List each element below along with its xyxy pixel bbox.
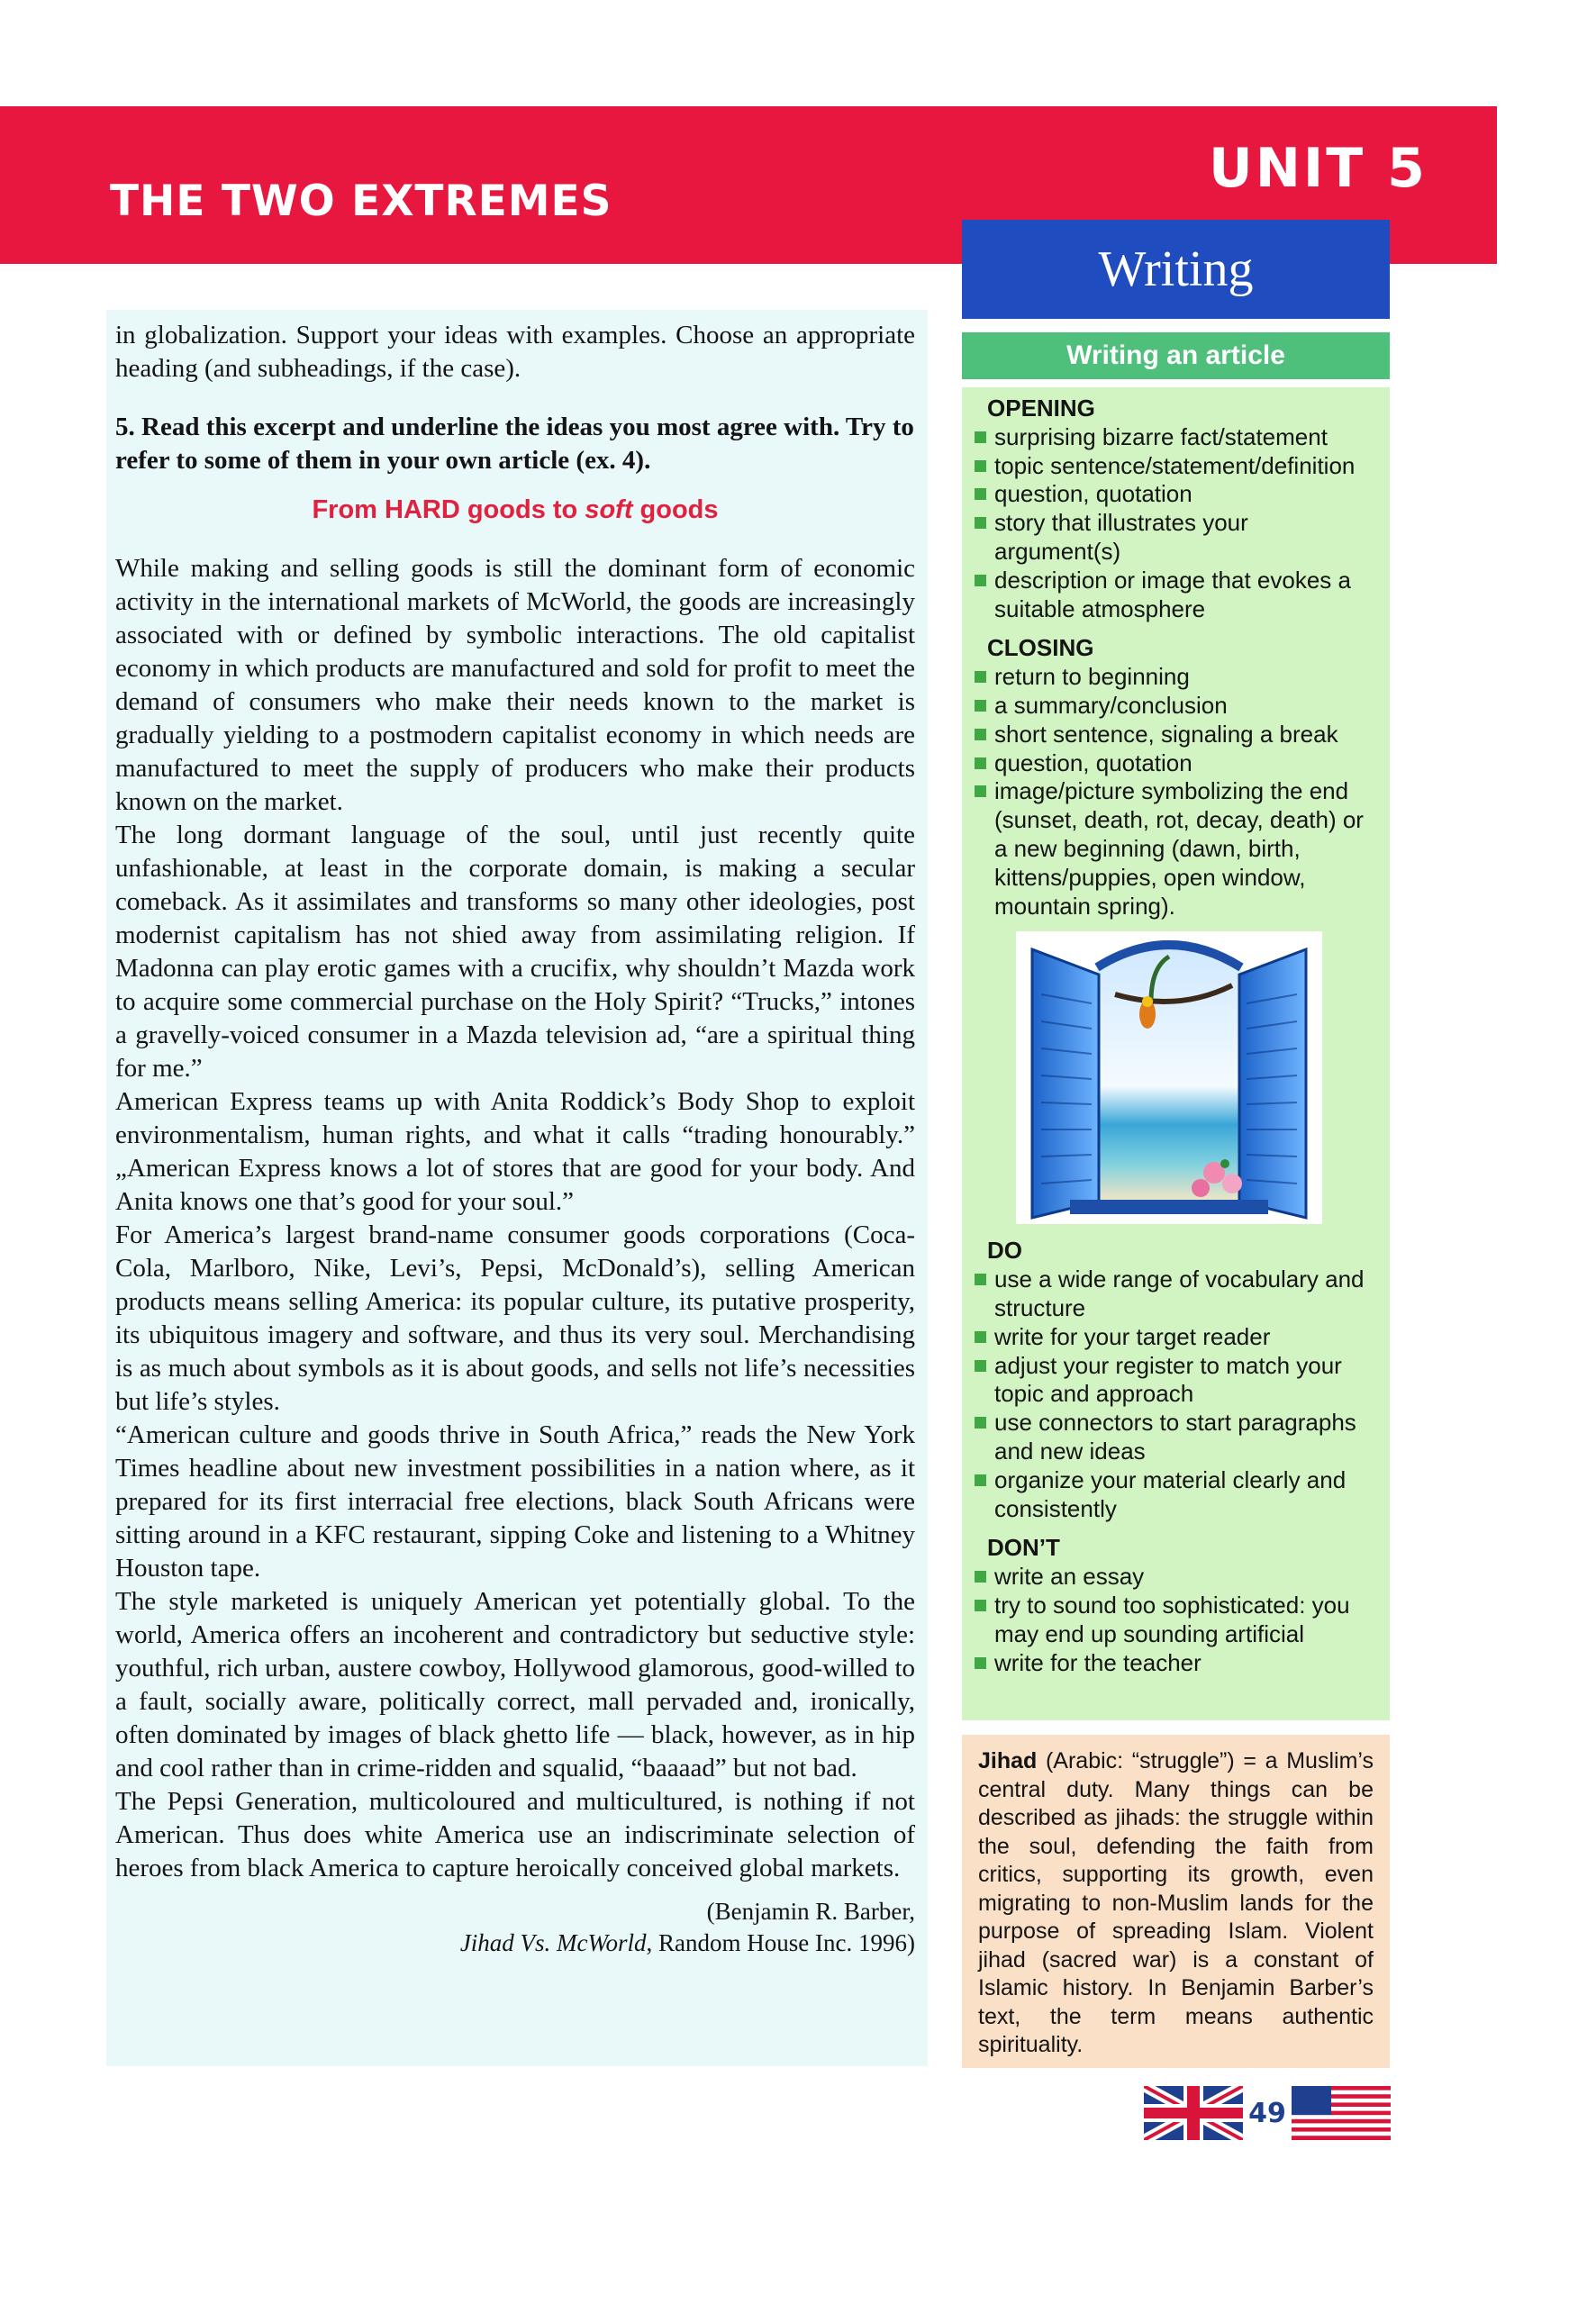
bullet-icon (975, 1657, 986, 1669)
excerpt-paragraph: American Express teams up with Anita Roddick’s Body Shop to exploit environmentalism, human rights, and what it calls “trading honourably.” „American Express knows a lot of stores that are good for your body. And Anita knows one that’s good for your soul.” (115, 1087, 915, 1216)
unit-label: UNIT 5 (1209, 137, 1428, 200)
section-title: Writing (1098, 241, 1254, 297)
bullet-icon (975, 785, 986, 797)
section-box (962, 220, 1390, 319)
main-text-panel (106, 310, 928, 2066)
excerpt-paragraph: While making and selling goods is still the dominant form of economic activity in the international markets of McWorld, the goods are increasingly associated with or defined by symbolic interactions. The old capitalist economy in which products are manufactured and sold for profit to meet the demand of consumers who make their needs known to the market is gradually yielding to a postmodern capitalist economy in which needs are manufactured to meet the supply of producers who make their products known on the market. (115, 554, 915, 816)
list-item: return to beginning (973, 663, 1379, 692)
exercise-instruction: 5. Read this excerpt and underline the ideas you most agree with. Try to refer to some of them in your own article (ex. 4). (115, 413, 914, 475)
page-number: 49 (1248, 2097, 1286, 2129)
bullet-icon (975, 1474, 986, 1486)
closing-list (973, 663, 1379, 921)
bullet-icon (975, 1571, 986, 1583)
source-citation: (Benjamin R. Barber, Jihad Vs. McWorld, Random House Inc. 1996) (459, 1898, 915, 1956)
bullet-icon (975, 757, 986, 769)
dont-heading: DON’T (987, 1534, 1060, 1562)
do-list (973, 1265, 1379, 1523)
bullet-icon (975, 460, 986, 472)
excerpt-title: From HARD goods to soft goods (312, 495, 719, 524)
page-footer (1144, 2086, 1391, 2140)
list-item: story that illustrates your argument(s) (973, 509, 1379, 567)
closing-heading: CLOSING (987, 634, 1094, 662)
glossary-text: Jihad (Arabic: “struggle”) = a Muslim’s central duty. Many things can be described as jihads: the struggle within the soul, defending the faith from critics, supporting its growth, even migrating to non-Muslim lands for the purpose of spreading Islam. Violent jihad (sacred war) is a constant of Islamic history. In Benjamin Barber’s text, the term means authentic spirituality. (978, 1748, 1374, 2057)
excerpt-paragraph: For America’s largest brand-name consumer goods corporations (Coca-Cola, Marlboro, Nike, Levi’s, Pepsi, McDonald’s), selling American products means selling America: its popular culture, its putative prosperity, its ubiquitous imagery and software, and thus its very soul. Merchandising is as much about symbols as it is about goods, and sells not life’s necessities but life’s styles. (115, 1220, 915, 1416)
list-item: use connectors to start paragraphs and new ideas (973, 1409, 1379, 1466)
us-flag-icon (1292, 2086, 1391, 2140)
list-item: a summary/conclusion (973, 692, 1379, 721)
excerpt-paragraph: The Pepsi Generation, multicoloured and multicultured, is nothing if not American. Thus does white America use an indiscriminate selection of heroes from black America to capture heroically conceived global markets. (115, 1787, 915, 1882)
list-item: use a wide range of vocabulary and structure (973, 1265, 1379, 1323)
bullet-icon (975, 729, 986, 740)
page-title: THE TWO EXTREMES (110, 177, 612, 226)
bullet-icon (975, 1417, 986, 1429)
bullet-icon (975, 1274, 986, 1285)
list-item: write an essay (973, 1563, 1379, 1592)
excerpt-paragraph: The long dormant language of the soul, until just recently quite unfashionable, at least in the corporate domain, is making a secular comeback. As it assimilates and transforms so many other ideologies, post modernist capitalism has not shied away from assimilating religion. If Madonna can play erotic games with a crucifix, why shouldn’t Mazda work to acquire some commercial purchase on the Holy Spirit? “Trucks,” intones a gravelly-voiced consumer in a Mazda television ad, “are a spiritual thing for me.” (115, 821, 915, 1083)
bullet-icon (975, 1331, 986, 1343)
list-item: organize your material clearly and consistently (973, 1466, 1379, 1524)
do-heading: DO (987, 1237, 1022, 1265)
opening-heading: OPENING (987, 395, 1095, 422)
main-text (115, 319, 915, 1959)
dont-list (973, 1563, 1379, 1677)
opening-list (973, 423, 1379, 624)
list-item: question, quotation (973, 480, 1379, 509)
list-item: try to sound too sophisticated: you may end up sounding artificial (973, 1592, 1379, 1649)
bullet-icon (975, 575, 986, 586)
bullet-icon (975, 488, 986, 500)
list-item: adjust your register to match your topic and approach (973, 1352, 1379, 1410)
glossary-note (962, 1735, 1390, 2068)
excerpt-paragraph: The style marketed is uniquely American yet potentially global. To the world, America offers an incoherent and contradictory but seductive style: youthful, rich urban, austere cowboy, Hollywood glamorous, good-willed to a fault, socially aware, politically correct, mall pervaded and, ironically, often dominated by images of black ghetto life — black, however, as in hip and cool rather than in crime-ridden and squalid, “baaaad” but not bad. (115, 1587, 915, 1782)
list-item: image/picture symbolizing the end (sunset, death, rot, decay, death) or a new beginning (dawn, birth, kittens/puppies, open window, mountain spring). (973, 777, 1379, 921)
list-item: topic sentence/statement/definition (973, 452, 1379, 481)
list-item: write for your target reader (973, 1323, 1379, 1352)
bullet-icon (975, 431, 986, 443)
bullet-icon (975, 671, 986, 683)
bullet-icon (975, 1600, 986, 1611)
list-item: description or image that evokes a suitable atmosphere (973, 567, 1379, 624)
list-item: surprising bizarre fact/statement (973, 423, 1379, 452)
bullet-icon (975, 700, 986, 712)
bullet-icon (975, 1360, 986, 1372)
intro-paragraph: in globalization. Support your ideas with examples. Choose an appropriate heading (and subheadings, if the case). (115, 321, 915, 383)
uk-flag-icon (1144, 2086, 1243, 2140)
list-item: question, quotation (973, 749, 1379, 778)
list-item: short sentence, signaling a break (973, 721, 1379, 749)
open-window-image (1016, 931, 1322, 1224)
excerpt-paragraph: “American culture and goods thrive in South Africa,” reads the New York Times headline about new investment possibilities in a nation where, as it prepared for its first interracial free elections, black South Africans were sitting around in a KFC restaurant, sipping Coke and listening to a Whitney Houston tape. (115, 1420, 915, 1583)
list-item: write for the teacher (973, 1649, 1379, 1678)
tips-panel (962, 387, 1390, 1720)
bullet-icon (975, 517, 986, 529)
subsection-title: Writing an article (1066, 340, 1285, 370)
subsection-tab (962, 332, 1390, 379)
